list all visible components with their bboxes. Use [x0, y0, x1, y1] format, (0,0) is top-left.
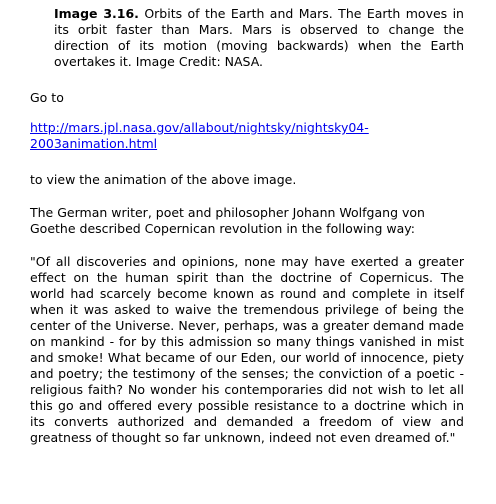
link-line-2: 2003animation.html: [30, 136, 158, 151]
caption-label: Image 3.16.: [54, 6, 139, 21]
go-to-text: Go to: [30, 90, 64, 105]
goethe-intro-paragraph: The German writer, poet and philosopher Johann Wolfgang von Goethe described Copernican revolution in the following way:: [30, 205, 425, 236]
caption-text: Orbits of the Earth and Mars. The Earth moves in its orbit faster than Mars. Mars is observed to change the direction of its motion (moving backwards) when the Earth overtakes it. Image Credit: NASA.: [54, 6, 464, 69]
link-line-1: http://mars.jpl.nasa.gov/allabout/nightsky/nightsky04-: [30, 120, 369, 135]
animation-link[interactable]: [30, 120, 369, 151]
view-animation-text: to view the animation of the above image.: [30, 172, 297, 187]
image-caption: [54, 6, 464, 70]
link-paragraph: [30, 120, 464, 152]
goethe-quote: "Of all discoveries and opinions, none may have exerted a greater effect on the human spirit than the doctrine of Copernicus. The world had scarcely become known as round and complete in itself when it was asked to waive the tremendous privilege of being the center of the Universe. Never, perhaps, was a greater demand made on mankind - for by this admission so many things vanished in mist and smoke! What became of our Eden, our world of innocence, piety and poetry; the testimony of the senses; the conviction of a poetic - religious faith? No wonder his contemporaries did not wish to let all this go and offered every possible resistance to a doctrine which in its converts authorized and demanded a freedom of view and greatness of thought so far unknown, indeed not even dreamed of.": [30, 254, 464, 445]
